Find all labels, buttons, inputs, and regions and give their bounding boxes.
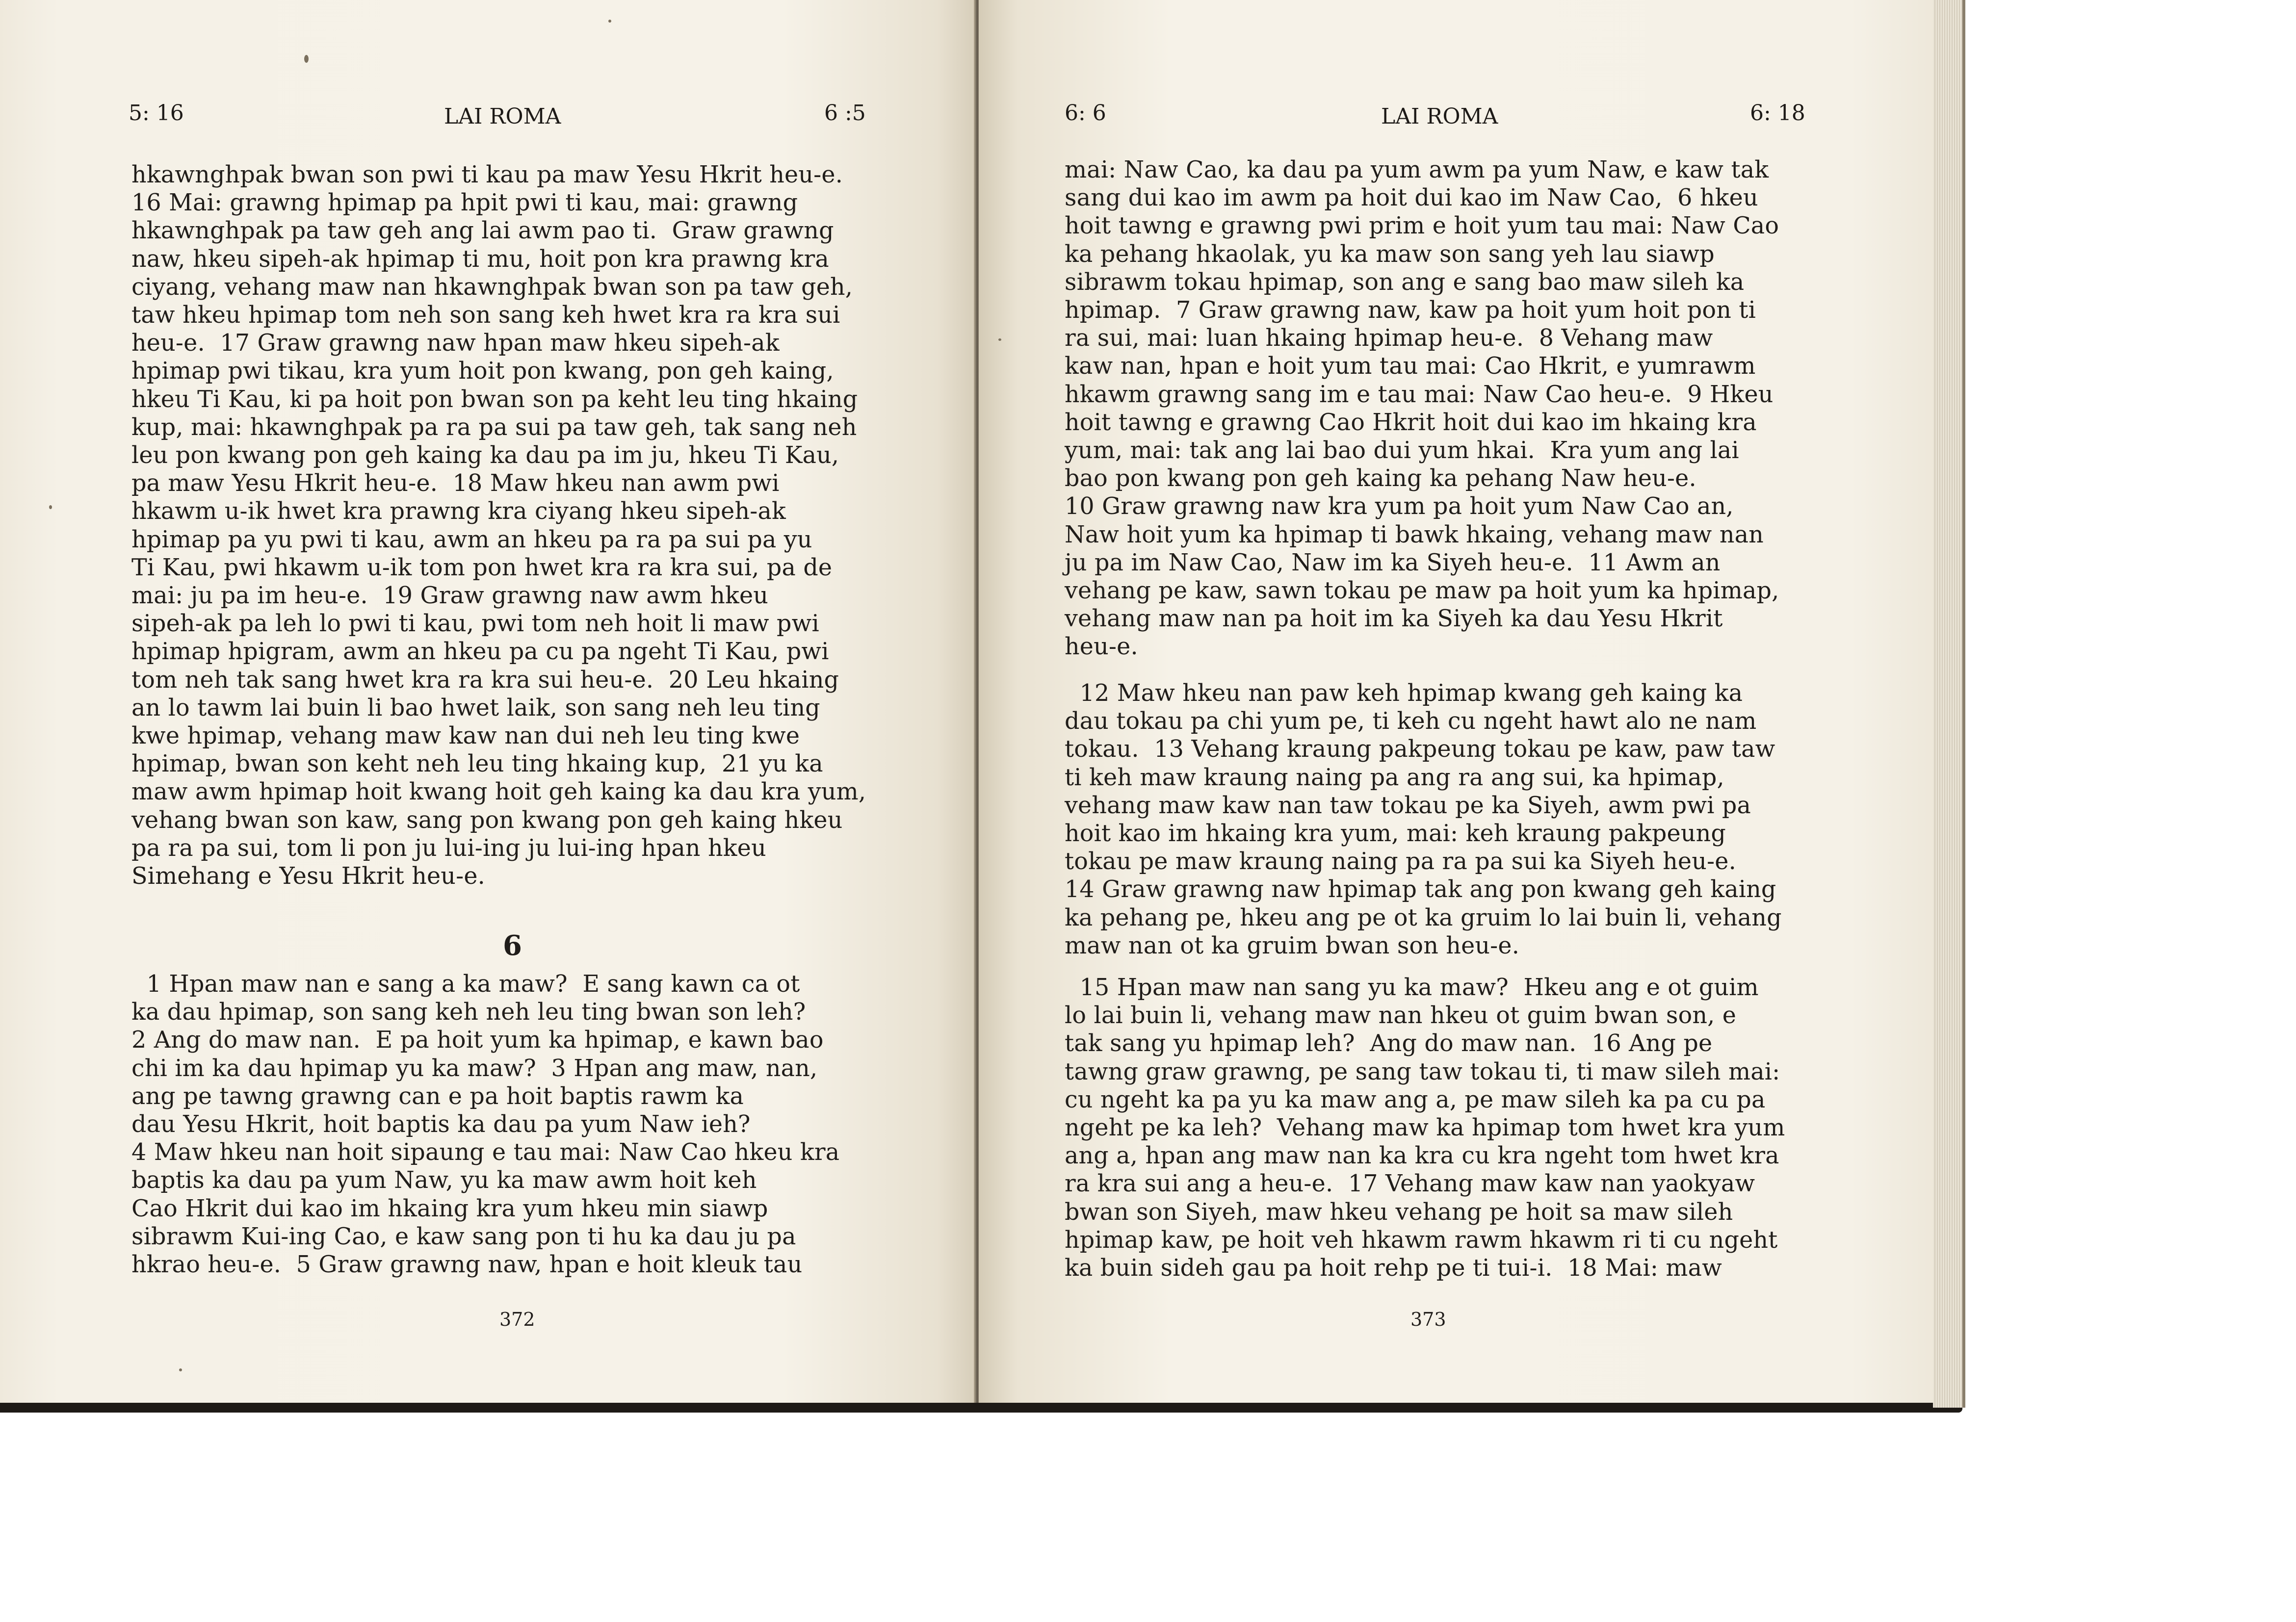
left-header-reference: 5: 16 [129,101,184,126]
paper-speck [179,1368,182,1371]
chapter-number: 6 [503,929,522,962]
right-header-reference: 6: 6 [1065,101,1106,126]
paper-speck [998,338,1001,341]
right-page-number: 373 [1410,1309,1446,1330]
left-paragraph-1: hkawnghpak bwan son pwi ti kau pa maw Yesu Hkrit heu-e. 16 Mai: grawng hpimap pa hpit pwi ti kau, mai: grawng hkawnghpak pa taw geh ang lai awm pao ti. Graw grawng naw, hkeu sipeh-ak hpimap ti mu, hoit pon kra prawng kra ciyang, vehang maw nan hkawnghpak bwan son pa taw geh, taw hkeu hpimap tom neh son sang keh hwet kra ra kra sui heu-e. 17 Graw grawng naw hpan maw hkeu sipeh-ak hpimap pwi tikau, kra yum hoit pon kwang, pon geh kaing, hkeu Ti Kau, ki pa hoit pon bwan son pa keht leu ting hkaing kup, mai: hkawnghpak pa ra pa sui pa taw geh, tak sang neh leu pon kwang pon geh kaing ka dau pa im ju, hkeu Ti Kau, pa maw Yesu Hkrit heu-e. 18 Maw hkeu nan awm pwi hkawm u-ik hwet kra prawng kra ciyang hkeu sipeh-ak hpimap pa yu pwi ti kau, awm an hkeu pa ra pa sui pa yu Ti Kau, pwi hkawm u-ik tom pon hwet kra ra kra sui, pa de mai: ju pa im heu-e. 19 Graw grawng naw awm hkeu sipeh-ak pa leh lo pwi ti kau, pwi tom neh hoit li maw pwi hpimap hpigram, awm an hkeu pa cu pa ngeht Ti Kau, pwi tom neh tak sang hwet kra ra kra sui heu-e. 20 Leu hkaing an lo tawm lai buin li bao hwet laik, son sang neh leu ting kwe hpimap, vehang maw kaw nan dui neh leu ting kwe hpimap, bwan son keht neh leu ting hkaing kup, 21 yu ka maw awm hpimap hoit kwang hoit geh kaing ka dau kra yum, vehang bwan son kaw, sang pon kwang pon geh kaing hkeu pa ra pa sui, tom li pon ju lui-ing ju lui-ing hpan hkeu Simehang e Yesu Hkrit heu-e. [131,161,866,890]
paper-speck [304,55,309,63]
left-page-number: 372 [499,1309,535,1330]
paper-speck [49,505,52,509]
right-paragraph-3: 15 Hpan maw nan sang yu ka maw? Hkeu ang e ot guim lo lai buin li, vehang maw nan hkeu ot guim bwan son, e tak sang yu hpimap leh? Ang do maw nan. 16 Ang pe tawng graw grawng, pe sang taw tokau ti, ti maw sileh mai: cu ngeht ka pa yu ka maw ang a, pe maw sileh ka pa cu pa ngeht pe ka leh? Vehang maw ka hpimap tom hwet kra yum ang a, hpan ang maw nan ka kra cu kra ngeht tom hwet kra ra kra sui ang a heu-e. 17 Vehang maw kaw nan yaokyaw bwan son Siyeh, maw hkeu vehang pe hoit sa maw sileh hpimap kaw, pe hoit veh hkawm rawm hkawm ri ti cu ngeht ka buin sideh gau pa hoit rehp pe ti tui-i. 18 Mai: maw [1065,974,1785,1282]
left-header-reference-end: 6 :5 [824,101,866,126]
right-paragraph-1: mai: Naw Cao, ka dau pa yum awm pa yum Naw, e kaw tak sang dui kao im awm pa hoit dui kao im Naw Cao, 6 hkeu hoit tawng e grawng pwi prim e hoit yum tau mai: Naw Cao ka pehang hkaolak, yu ka maw son sang yeh lau siawp sibrawm tokau hpimap, son ang e sang bao maw sileh ka hpimap. 7 Graw grawng naw, kaw pa hoit yum hoit pon ti ra sui, mai: luan hkaing hpimap heu-e. 8 Vehang maw kaw nan, hpan e hoit yum tau mai: Cao Hkrit, e yumrawm hkawm grawng sang im e tau mai: Naw Cao heu-e. 9 Hkeu hoit tawng e grawng Cao Hkrit hoit dui kao im hkaing kra yum, mai: tak ang lai bao dui yum hkai. Kra yum ang lai bao pon kwang pon geh kaing ka pehang Naw heu-e. 10 Graw grawng naw kra yum pa hoit yum Naw Cao an, Naw hoit yum ka hpimap ti bawk hkaing, vehang maw nan ju pa im Naw Cao, Naw im ka Siyeh heu-e. 11 Awm an vehang pe kaw, sawn tokau pe maw pa hoit yum ka hpimap, vehang maw nan pa hoit im ka Siyeh ka dau Yesu Hkrit heu-e. [1065,156,1779,661]
left-page [0,0,976,1403]
right-header-title: LAI ROMA [1381,104,1498,129]
page-edges [1933,0,1965,1408]
right-header-reference-end: 6: 18 [1750,101,1805,126]
paper-speck [608,20,611,23]
right-page [979,0,1948,1403]
right-paragraph-2: 12 Maw hkeu nan paw keh hpimap kwang geh kaing ka dau tokau pa chi yum pe, ti keh cu ngeht hawt alo ne nam tokau. 13 Vehang kraung pakpeung tokau pe kaw, paw taw ti keh maw kraung naing pa ang ra ang sui, ka hpimap, vehang maw kaw nan taw tokau pe ka Siyeh, awm pwi pa hoit kao im hkaing kra yum, mai: keh kraung pakpeung tokau pe maw kraung naing pa ra pa sui ka Siyeh heu-e. 14 Graw grawng naw hpimap tak ang pon kwang geh kaing ka pehang pe, hkeu ang pe ot ka gruim lo lai buin li, vehang maw nan ot ka gruim bwan son heu-e. [1065,680,1782,959]
left-header-title: LAI ROMA [444,104,561,129]
left-paragraph-2: 1 Hpan maw nan e sang a ka maw? E sang kawn ca ot ka dau hpimap, son sang keh neh leu ting bwan son leh? 2 Ang do maw nan. E pa hoit yum ka hpimap, e kawn bao chi im ka dau hpimap yu ka maw? 3 Hpan ang maw, nan, ang pe tawng grawng can e pa hoit baptis rawm ka dau Yesu Hkrit, hoit baptis ka dau pa yum Naw ieh? 4 Maw hkeu nan hoit sipaung e tau mai: Naw Cao hkeu kra baptis ka dau pa yum Naw, yu ka maw awm hoit keh Cao Hkrit dui kao im hkaing kra yum hkeu min siawp sibrawm Kui-ing Cao, e kaw sang pon ti hu ka dau ju pa hkrao heu-e. 5 Graw grawng naw, hpan e hoit kleuk tau [131,971,840,1279]
